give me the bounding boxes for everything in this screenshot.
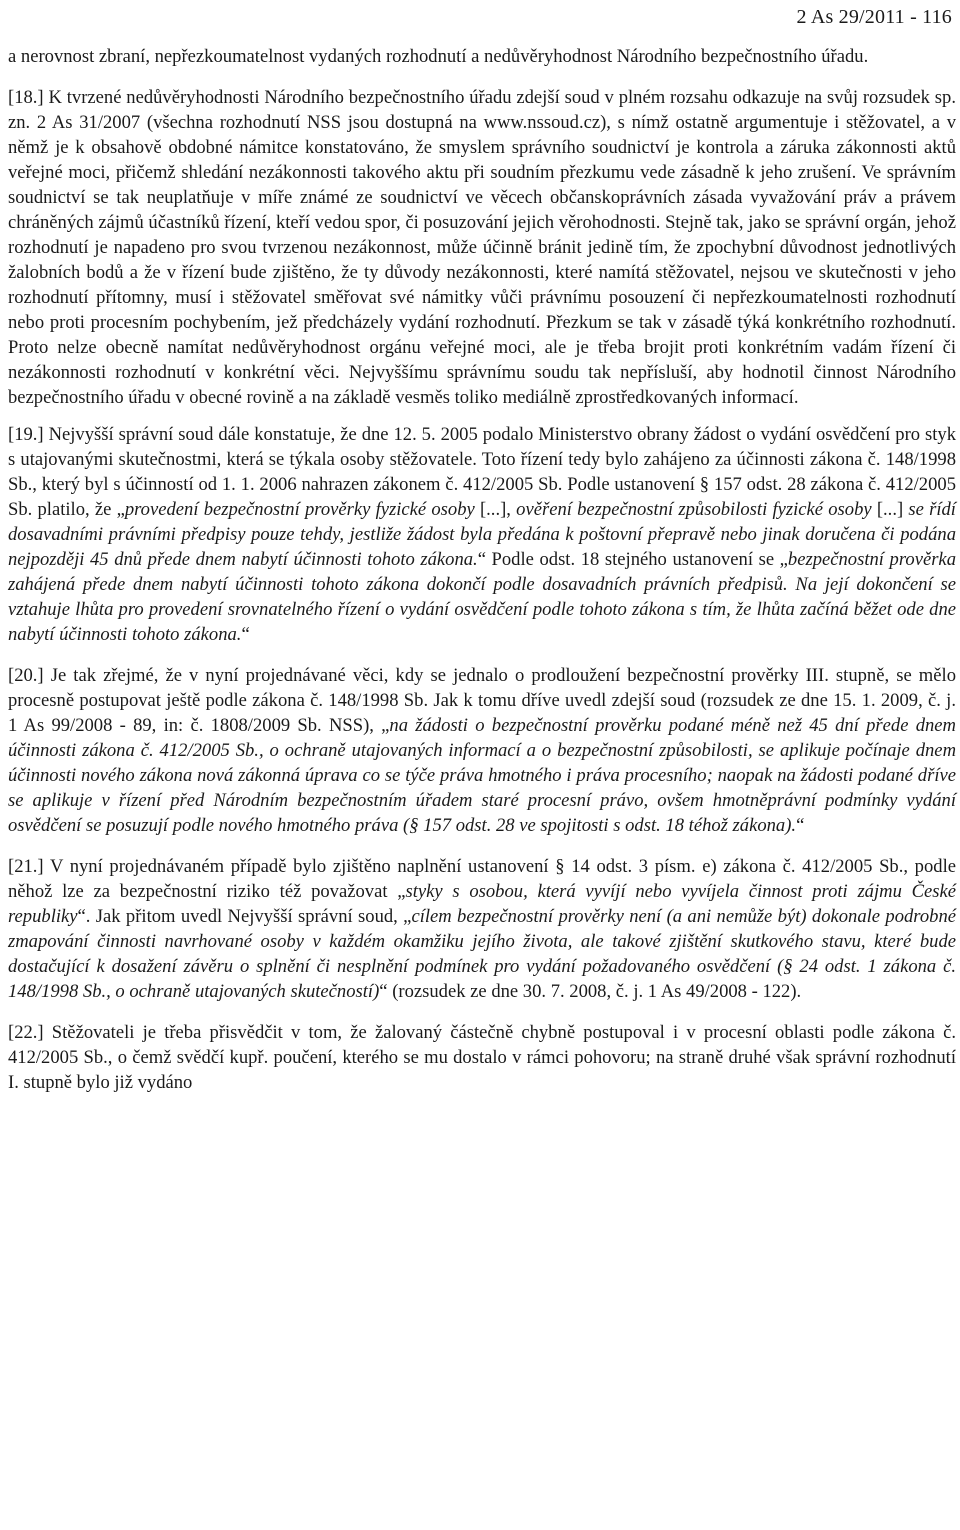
paragraph-22: [22.] Stěžovateli je třeba přisvědčit v tom, že žalovaný částečně chybně postupoval i v procesní oblasti podle zákona č. 412/2005 Sb., o čemž svědčí kupř. poučení, kterého se mu dostalo v rámci pohovoru; na straně druhé však správní rozhodnutí I. stupně bylo již vydáno: [8, 1022, 956, 1093]
paragraph-18: [18.] K tvrzené nedůvěryhodnosti Národního bezpečnostního úřadu zdejší soud v plném rozsahu odkazuje na svůj rozsudek sp. zn. 2 As 31/2007 (všechna rozhodnutí NSS jsou dostupná na www.nssoud.cz), s nímž ostatně argumentuje i stěžovatel, a v němž je k obsahově obdobné námitce konstatováno, že smyslem správního soudnictví je kontrola a záruka zákonnosti aktů veřejné moci, přičemž shledání nezákonnosti takového aktu při soudním přezkumu vede zásadně k jeho zrušení. Ve správním soudnictví se tak neuplatňuje v míře známé ze soudnictví ve věcech občanskoprávních zásada vyvažování práv a právem chráněných zájmů účastníků řízení, kteří vedou spor, či posuzování jejich věrohodnosti. Stejně tak, jako se správní orgán, jehož rozhodnutí je napadeno pro svou tvrzenou nezákonnost, může účinně bránit jedině tím, že zpochybní důvodnost jednotlivých žalobních bodů a že v řízení bude zjištěno, že ty důvody nezákonnosti, které namítá stěžovatel, nejsou ve skutečnosti v jeho rozhodnutí přítomny, musí i stěžovatel směřovat své námitky vůči právnímu posouzení či nepřezkoumatelnosti rozhodnutí nebo proti procesním pochybením, jež předcházely vydání rozhodnutí. Přezkum se tak v zásadě týká konkrétního rozhodnutí. Proto nelze obecně namítat nedůvěryhodnost orgánu veřejné moci, ale je třeba brojit proti konkrétním vadám řízení či nezákonnosti rozhodnutí v konkrétní věci. Nejvyššímu správnímu soudu tak nepřísluší, aby hodnotil činnost Národního bezpečnostního úřadu v obecné rovině a na základě vesměs toliko mediálně zprostředkovaných informací.: [8, 87, 956, 408]
paragraph-intro: a nerovnost zbraní, nepřezkoumatelnost vydaných rozhodnutí a nedůvěryhodnost Národního bezpečnostního úřadu.: [8, 46, 869, 67]
paragraph-21: [21.] V nyní projednávaném případě bylo zjištěno naplnění ustanovení § 14 odst. 3 písm. e) zákona č. 412/2005 Sb., podle něhož lze za bezpečnostní riziko též považovat „styky s osobou, která vyvíjí nebo vyvíjela činnost proti zájmu České republiky“. Jak přitom uvedl Nejvyšší správní soud, „cílem bezpečnostní prověrky není (a ani nemůže být) dokonale podrobné zmapování činnosti navrhované osoby v každém okamžiku jejího života, ale takové zjištění skutkového stavu, které bude dostačující k dosažení závěru o splnění či nesplnění podmínek pro vydání požadovaného osvědčení (§ 24 odst. 1 zákona č. 148/1998 Sb., o ochraně utajovaných skutečností)“ (rozsudek ze dne 30. 7. 2008, č. j. 1 As 49/2008 - 122).: [8, 856, 956, 1002]
case-number-header: 2 As 29/2011 - 116: [796, 6, 952, 28]
document-body: [8, 44, 956, 1111]
paragraph-20: [20.] Je tak zřejmé, že v nyní projednávané věci, kdy se jednalo o prodloužení bezpečnostní prověrky III. stupně, se mělo procesně postupovat ještě podle zákona č. 148/1998 Sb. Jak k tomu dříve uvedl zdejší soud (rozsudek ze dne 15. 1. 2009, č. j. 1 As 99/2008 - 89, in: č. 1808/2009 Sb. NSS), „na žádosti o bezpečnostní prověrku podané méně než 45 dní přede dnem účinnosti zákona č. 412/2005 Sb., o ochraně utajovaných informací a o bezpečnostní způsobilosti, se aplikuje počínaje dnem účinnosti nového zákona nová zákonná úprava co se týče práva hmotného i práva procesního; naopak na žádosti podané dříve se aplikuje v řízení před Národním bezpečnostním úřadem staré procesní právo, ovšem hmotněprávní podmínky vydání osvědčení se posuzují podle nového hmotného práva (§ 157 odst. 28 ve spojitosti s odst. 18 téhož zákona).“: [8, 665, 956, 836]
document-page: [8, 0, 956, 1530]
paragraph-19: [19.] Nejvyšší správní soud dále konstatuje, že dne 12. 5. 2005 podalo Ministerstvo obrany žádost o vydání osvědčení pro styk s utajovanými skutečnostmi, která se týkala osoby stěžovatele. Toto řízení tedy bylo zahájeno za účinnosti zákona č. 148/1998 Sb., který byl s účinností od 1. 1. 2006 nahrazen zákonem č. 412/2005 Sb. Podle ustanovení § 157 odst. 28 zákona č. 412/2005 Sb. platilo, že „provedení bezpečnostní prověrky fyzické osoby [...], ověření bezpečnostní způsobilosti fyzické osoby [...] se řídí dosavadními právními předpisy pouze tehdy, jestliže žádost byla předána k poštovní přepravě nebo jinak doručena či podána nejpozději 45 dnů přede dnem nabytí účinnosti tohoto zákona.“ Podle odst. 18 stejného ustanovení se „bezpečnostní prověrka zahájená přede dnem nabytí účinnosti tohoto zákona dokončí podle dosavadních právních předpisů. Na její dokončení se vztahuje lhůta pro provedení srovnatelného řízení o vydání osvědčení podle tohoto zákona s tím, že lhůta začíná běžet ode dne nabytí účinnosti tohoto zákona.“: [8, 424, 956, 645]
